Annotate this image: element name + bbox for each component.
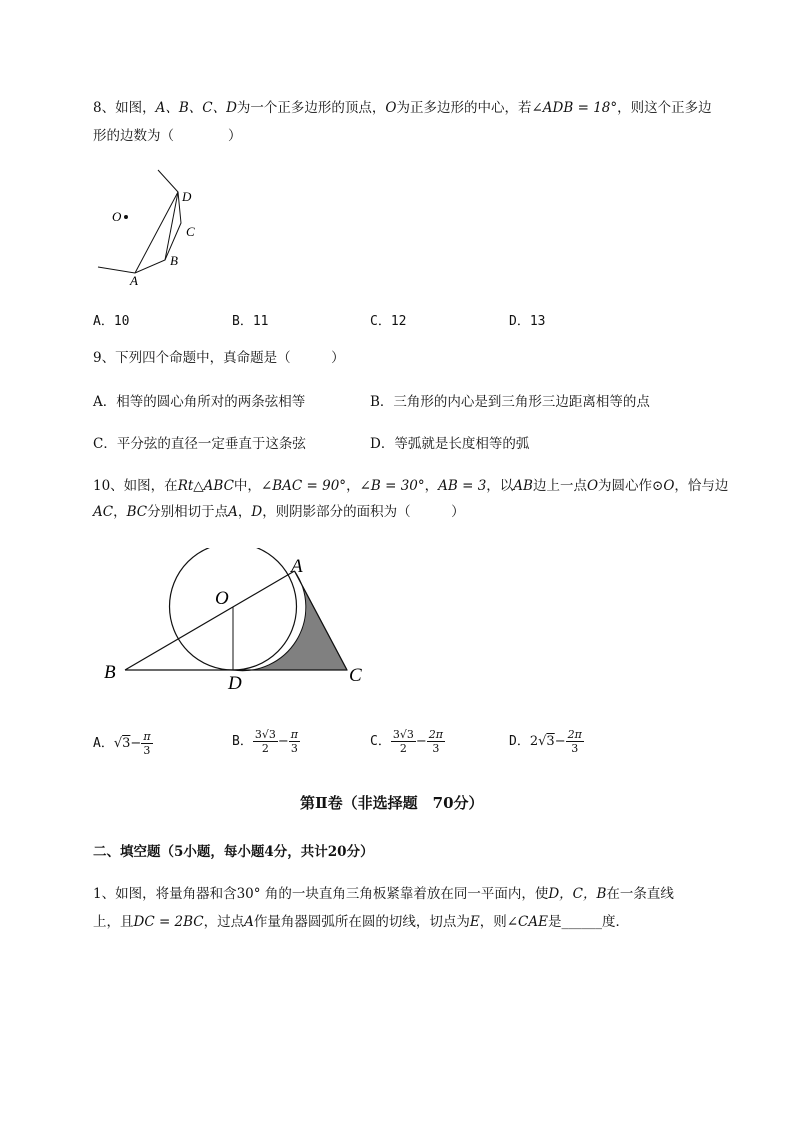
fill1-equation: DC = 2BC: [133, 914, 204, 930]
fill1-degree: 30°: [236, 886, 261, 902]
q9-option-a[interactable]: A．相等的圆心角所对的两条弦相等: [93, 394, 306, 410]
q8-option-d[interactable]: D．13: [509, 314, 546, 329]
q10-angle-b: ∠B = 30°: [359, 478, 425, 494]
q9-option-d[interactable]: D．等弧就是长度相等的弧: [370, 436, 530, 452]
q8-stem-line1: [93, 98, 712, 118]
q10-text: ，: [237, 504, 252, 520]
fill1-text: 作量角器圆弧所在圆的切线，切点为: [253, 914, 470, 930]
q10-option-d[interactable]: D．2√3− $\frac{2\pi}{3}$: [509, 728, 582, 755]
section-title: 第Ⅱ卷（非选择题 70分）: [300, 794, 484, 812]
q10-text: ，: [424, 478, 439, 494]
q10-label-a: A: [291, 556, 303, 577]
q10-text: ，: [113, 504, 127, 520]
fill1-points: D，C，B: [548, 886, 607, 902]
q8-option-c[interactable]: C．12: [370, 314, 407, 329]
q8-label-o: O: [112, 209, 122, 224]
part2-heading: 二、填空题（5小题，每小题4分，共计20分）: [93, 844, 374, 860]
q8-segment-bd: [165, 192, 178, 260]
q10-text: ，以: [486, 478, 514, 494]
q10-text: 边上一点: [532, 478, 587, 494]
q10-text: 为圆心作⊙: [598, 478, 664, 494]
fill1-text: 1、如图，将量角器和含: [93, 886, 237, 902]
q10-text: ，: [346, 478, 360, 494]
q8-center: O: [385, 100, 397, 116]
fill1-point-e: E: [469, 914, 480, 930]
q10-text: 分别相切于点: [147, 504, 229, 520]
q10-text: 中，: [233, 478, 261, 494]
q10-point-d: D: [251, 504, 263, 520]
fill1-text: ，过点: [203, 914, 245, 930]
q8-text: ，则这个正多边: [617, 100, 712, 116]
q8-center-dot: [124, 215, 128, 219]
q10-figure: [95, 548, 385, 693]
q10-text: ，则阴影部分的面积为（ ）: [262, 504, 465, 520]
q10-o: O: [586, 478, 599, 494]
fill1-point-a: A: [244, 914, 254, 930]
q10-shaded-region: [233, 571, 347, 671]
q10-text: ，恰与边: [674, 478, 729, 494]
fill1-text: ，则: [479, 914, 507, 930]
q10-angle-bac: ∠BAC = 90°: [260, 478, 347, 494]
fill1-text: 角的一块直角三角板紧靠着放在同一平面内，使: [260, 886, 549, 902]
q8-option-a[interactable]: A．10: [93, 314, 130, 329]
q10-label-b: B: [104, 662, 116, 683]
q8-label-b: B: [170, 253, 178, 268]
q10-label-o: O: [215, 588, 229, 609]
q9-option-c[interactable]: C．平分弦的直径一定垂直于这条弦: [93, 436, 306, 452]
q10-bc: BC: [126, 504, 148, 520]
q10-text: 10、如图，在: [93, 478, 178, 494]
q10-option-b[interactable]: B． $\frac{3√3}{2}$ − $\frac{\pi}{3}$: [232, 728, 298, 755]
q8-label-c: C: [186, 224, 195, 239]
q8-text: 为一个正多边形的顶点，: [236, 100, 386, 116]
q10-option-c[interactable]: C． $\frac{3√3}{2}$ − $\frac{2\pi}{3}$: [370, 728, 443, 755]
q8-vertices: A、B、C、D: [155, 100, 237, 116]
fill1-text: 上，且: [93, 914, 134, 930]
fill1-angle: ∠CAE: [506, 914, 548, 930]
q8-stem-line2: 形的边数为（ ）: [93, 128, 242, 144]
fill1-answer-blank[interactable]: 是______度．: [548, 914, 629, 930]
fill1-line1: [93, 884, 674, 904]
q10-triangle: Rt△ABC: [177, 478, 234, 494]
q8-polygon-edges: [98, 170, 181, 273]
q8-figure: [90, 165, 220, 290]
q10-ac: AC: [93, 504, 114, 520]
q8-angle: ∠ADB = 18°: [531, 100, 618, 116]
q8-label-a: A: [130, 273, 138, 288]
fill1-line2: [93, 912, 629, 932]
q10-ab: AB: [513, 478, 533, 494]
q10-ab-length: AB = 3: [438, 478, 487, 494]
q10-label-c: C: [349, 665, 362, 686]
fill1-text: 在一条直线: [606, 886, 674, 902]
q9-stem: 9、下列四个命题中，真命题是（ ）: [93, 350, 345, 366]
q10-point-a: A: [228, 504, 238, 520]
q9-option-b[interactable]: B．三角形的内心是到三角形三边距离相等的点: [370, 394, 650, 410]
q8-option-b[interactable]: B．11: [232, 314, 269, 329]
q10-option-a[interactable]: A．√3− $\frac{\pi}{3}$: [93, 730, 151, 757]
q10-side-ab: [125, 571, 295, 670]
q8-text: 为正多边形的中心，若: [396, 100, 532, 116]
q10-o: O: [663, 478, 675, 494]
q10-stem-line1: [93, 476, 728, 496]
q10-label-d: D: [228, 673, 242, 693]
q10-stem-line2: [93, 502, 465, 522]
q8-label-d: D: [182, 189, 192, 204]
q8-text: 8、如图，: [93, 100, 156, 116]
